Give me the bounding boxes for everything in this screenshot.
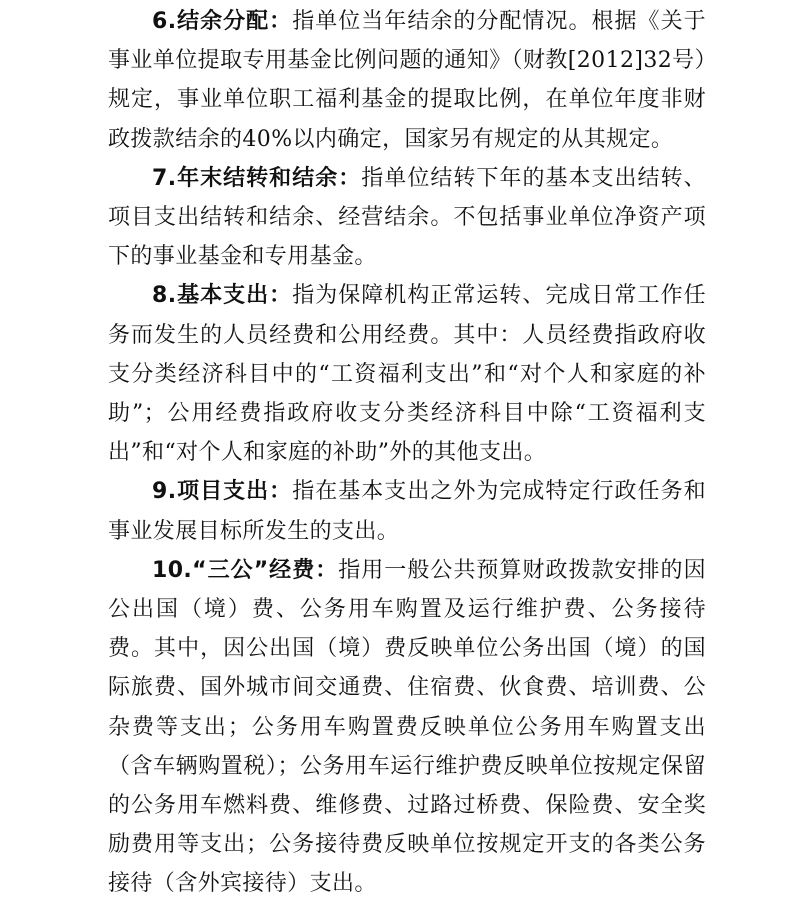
term-definition: 指单位当年结余的分配情况。根据《关于事业单位提取专用基金比例问题的通知》（财教[2012]32号）规定，事业单位职工福利基金的提取比例，在单位年度非财政拨款结余的40%以内确定，国家另有规定的从其规定。: [108, 9, 706, 152]
paragraph-item-9: [108, 472, 706, 550]
term-definition: 指为保障机构正常运转、完成日常工作任务而发生的人员经费和公用经费。其中：人员经费指政府收支分类经济科目中的“工资福利支出”和“对个人和家庭的补助”；公用经费指政府收支分类经济科目中除“工资福利支出”和“对个人和家庭的补助”外的其他支出。: [108, 283, 706, 466]
term-label: 9.项目支出：: [152, 479, 293, 505]
term-definition: 指单位结转下年的基本支出结转、项目支出结转和结余、经营结余。不包括事业单位净资产项下的事业基金和专用基金。: [108, 165, 706, 270]
term-label: 6.结余分配：: [152, 9, 293, 34]
paragraph-item-8: [108, 276, 706, 472]
term-label: 8.基本支出：: [152, 283, 293, 309]
paragraph-item-6: [108, 2, 706, 159]
document-page: [108, 2, 706, 904]
term-definition: 指用一般公共预算财政拨款安排的因公出国（境）费、公务用车购置及运行维护费、公务接待费。其中，因公出国（境）费反映单位公务出国（境）的国际旅费、国外城市间交通费、住宿费、伙食费、培训费、公杂费等支出；公务用车购置费反映单位公务用车购置支出（含车辆购置税）；公务用车运行维护费反映单位按规定保留的公务用车燃料费、维修费、过路过桥费、保险费、安全奖励费用等支出；公务接待费反映单位按规定开支的各类公务接待（含外宾接待）支出。: [108, 557, 706, 897]
term-definition: 指在基本支出之外为完成特定行政任务和事业发展目标所发生的支出。: [108, 479, 706, 544]
paragraph-item-10: [108, 551, 706, 904]
term-label: 10.“三公”经费：: [152, 557, 339, 583]
paragraph-item-7: [108, 159, 706, 277]
term-label: 7.年末结转和结余：: [152, 165, 362, 191]
